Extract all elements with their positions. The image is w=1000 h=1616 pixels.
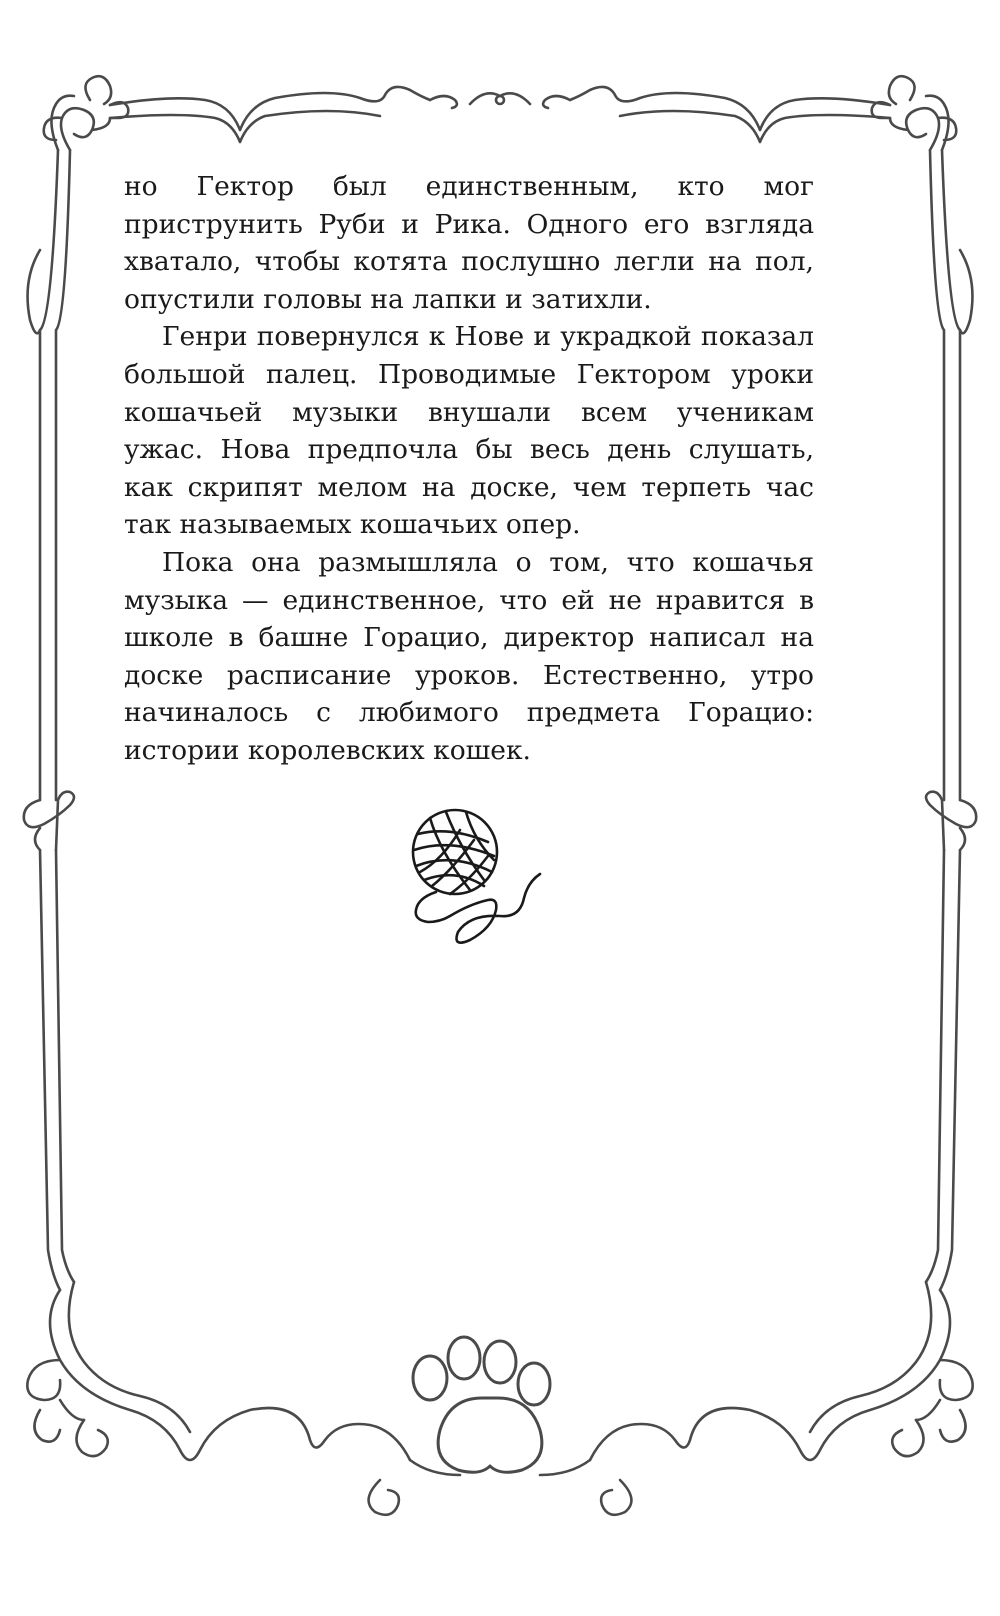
paragraph-1: но Гектор был единственным, кто мог приструнить Руби и Рика. Одного его взгляда хватало, чтобы котята послушно легли на пол, опустили головы на лапки и затихли. (124, 171, 814, 315)
paragraph-3: Пока она размышляла о том, что кошачья музыка — единственное, что ей не нравится в школе в башне Горацио, директор написал на доске расписание уроков. Естественно, утро начиналось с любимого предмета Горацио: истории королевских кошек. (124, 546, 814, 766)
paragraph-2: Генри повернулся к Нове и украдкой показал большой палец. Проводимые Гектором уроки кошачьей музыки внушали всем ученикам ужас. Нова предпочла бы весь день слушать, как скрипят мелом на доске, чем терпеть час так называемых кошачьих опер. (124, 321, 814, 541)
